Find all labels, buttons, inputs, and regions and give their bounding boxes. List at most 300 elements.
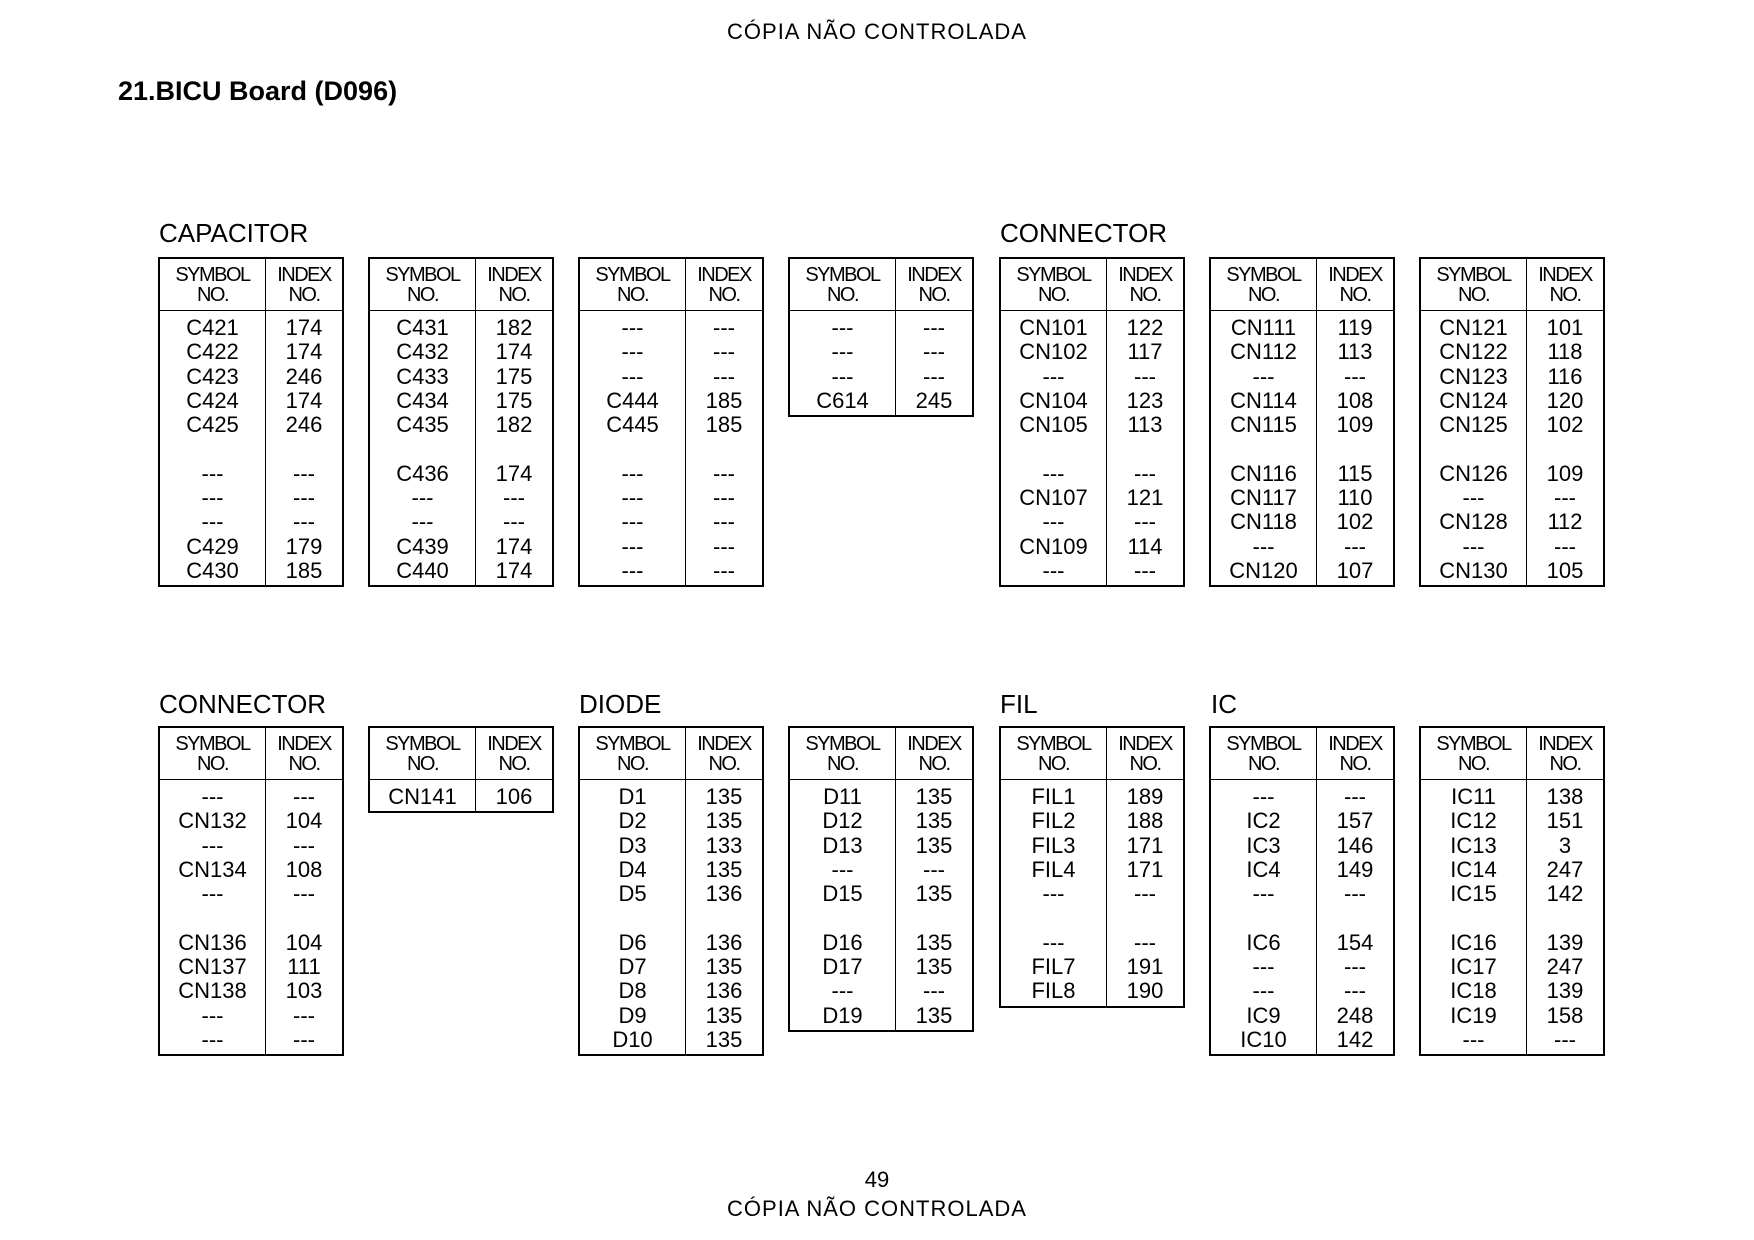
header-text: NO.	[616, 283, 649, 306]
index-cell: ---	[923, 339, 945, 365]
symbol-cell: CN102	[1019, 339, 1088, 365]
index-cell: 135	[915, 832, 953, 858]
symbol-no-header	[1211, 728, 1317, 779]
symbol-column	[370, 780, 476, 811]
symbol-cell: IC17	[1450, 954, 1497, 980]
symbol-cell: ---	[621, 315, 644, 340]
symbol-cell: CN109	[1019, 533, 1088, 559]
symbol-no-header	[790, 259, 896, 310]
index-cell: 135	[915, 929, 953, 955]
index-cell: 135	[915, 808, 953, 834]
symbol-cell: CN116	[1230, 460, 1297, 486]
index-cell: 175	[495, 363, 533, 389]
header-text: NO.	[1457, 752, 1490, 775]
index-cell: 133	[705, 832, 743, 858]
table-body	[1001, 780, 1183, 1006]
symbol-cell: ---	[831, 856, 854, 882]
index-cell: ---	[1134, 881, 1156, 907]
index-cell: ---	[1554, 485, 1576, 511]
header-text: SYMBOL	[1226, 732, 1301, 755]
symbol-cell: C422	[186, 339, 239, 365]
parts-table	[158, 257, 344, 587]
header-text: NO.	[1457, 283, 1490, 306]
index-cell: 116	[1547, 363, 1583, 389]
symbol-cell: CN126	[1439, 460, 1508, 486]
symbol-cell: ---	[201, 1026, 224, 1052]
symbol-cell: ---	[831, 315, 854, 340]
header-text: INDEX	[1538, 263, 1592, 286]
index-cell: 108	[285, 856, 323, 882]
symbol-cell: IC11	[1451, 784, 1496, 809]
index-cell: ---	[713, 557, 735, 583]
symbol-cell: CN136	[178, 929, 247, 955]
table-body	[160, 311, 342, 585]
index-cell: ---	[293, 485, 315, 511]
symbol-cell: IC3	[1246, 832, 1281, 858]
index-cell: 115	[1337, 460, 1373, 486]
symbol-cell: IC6	[1246, 929, 1281, 955]
symbol-no-header	[160, 728, 266, 779]
symbol-cell: C423	[186, 363, 239, 389]
header-text: NO.	[288, 752, 320, 775]
symbol-cell: C425	[186, 412, 239, 438]
symbol-cell: ---	[201, 832, 224, 858]
index-cell: 179	[285, 533, 323, 559]
symbol-cell: D12	[822, 808, 863, 834]
index-cell: 135	[705, 1002, 743, 1028]
index-cell: ---	[293, 460, 315, 486]
header-text: NO.	[708, 283, 740, 306]
symbol-cell: CN112	[1230, 339, 1297, 365]
index-no-header	[686, 728, 762, 779]
index-cell: 104	[285, 808, 323, 834]
index-cell: 120	[1546, 387, 1584, 413]
symbol-cell: IC16	[1450, 929, 1497, 955]
page-number: 49	[864, 1167, 890, 1192]
index-column	[476, 780, 552, 811]
index-cell: 136	[705, 978, 743, 1004]
symbol-cell: ---	[1042, 929, 1065, 955]
symbol-column	[1001, 780, 1107, 1006]
symbol-cell: ---	[1042, 363, 1065, 389]
parts-table	[1209, 726, 1395, 1056]
symbol-cell: ---	[1252, 881, 1275, 907]
index-cell: 174	[495, 339, 533, 365]
index-cell: ---	[293, 509, 315, 535]
symbol-cell: D11	[823, 784, 862, 809]
parts-table	[788, 257, 974, 417]
header-text: SYMBOL	[1226, 263, 1301, 286]
index-cell: 122	[1126, 315, 1164, 340]
index-no-header	[266, 259, 342, 310]
header-text: SYMBOL	[1436, 732, 1511, 755]
symbol-cell: ---	[1252, 954, 1275, 980]
index-cell: 191	[1126, 954, 1164, 980]
table-header	[1001, 728, 1183, 780]
index-cell: 174	[285, 339, 323, 365]
table-body	[370, 311, 552, 585]
index-column	[896, 311, 972, 415]
symbol-cell: ---	[1462, 533, 1485, 559]
table-header	[1421, 728, 1603, 780]
symbol-cell: ---	[621, 557, 644, 583]
symbol-cell: ---	[621, 533, 644, 559]
table-header	[1211, 728, 1393, 780]
symbol-cell: IC19	[1450, 1002, 1497, 1028]
symbol-cell: IC13	[1450, 832, 1497, 858]
symbol-cell: ---	[411, 509, 434, 535]
index-cell: 188	[1126, 808, 1164, 834]
index-cell: ---	[1344, 533, 1366, 559]
index-cell: 190	[1126, 978, 1164, 1004]
symbol-cell: D3	[618, 832, 647, 858]
index-cell: 139	[1546, 929, 1584, 955]
index-cell: 113	[1337, 339, 1373, 365]
index-cell: 108	[1336, 387, 1374, 413]
index-cell: 121	[1126, 485, 1164, 511]
index-cell: 136	[705, 929, 743, 955]
index-cell: 171	[1126, 832, 1164, 858]
parts-table	[999, 257, 1185, 587]
symbol-cell: FIL7	[1031, 954, 1076, 980]
index-cell: 245	[915, 387, 953, 413]
symbol-cell: C435	[396, 412, 449, 438]
index-cell: ---	[923, 978, 945, 1004]
header-text: INDEX	[907, 263, 961, 286]
parts-table	[578, 257, 764, 587]
header-banner: CÓPIA NÃO CONTROLADA	[727, 19, 1027, 44]
symbol-column	[580, 780, 686, 1054]
symbol-cell: D15	[822, 881, 863, 907]
index-no-header	[1107, 259, 1183, 310]
symbol-cell: C429	[186, 533, 239, 559]
index-cell: ---	[293, 832, 315, 858]
header-text: NO.	[616, 752, 649, 775]
index-column	[266, 780, 342, 1054]
symbol-column	[790, 780, 896, 1030]
index-cell: 185	[705, 412, 743, 438]
symbol-cell: IC12	[1450, 808, 1497, 834]
header-text: SYMBOL	[175, 263, 250, 286]
symbol-cell: IC9	[1246, 1002, 1281, 1028]
index-cell: ---	[713, 533, 735, 559]
index-cell: 174	[495, 460, 533, 486]
group-label-fil: FIL	[1000, 689, 1038, 719]
index-cell: ---	[1344, 881, 1366, 907]
index-cell: 154	[1336, 929, 1374, 955]
index-cell: ---	[293, 1002, 315, 1028]
header-text: NO.	[1247, 752, 1280, 775]
index-cell: 182	[495, 315, 533, 340]
parts-table	[158, 726, 344, 1056]
header-text: NO.	[1549, 283, 1581, 306]
symbol-cell: C614	[816, 387, 869, 413]
symbol-column	[1421, 311, 1527, 585]
index-cell: 135	[705, 808, 743, 834]
header-text: INDEX	[697, 263, 751, 286]
header-text: SYMBOL	[595, 732, 670, 755]
symbol-cell: ---	[201, 485, 224, 511]
symbol-cell: IC2	[1246, 808, 1281, 834]
index-cell: 175	[495, 387, 533, 413]
parts-table	[788, 726, 974, 1032]
index-no-header	[896, 259, 972, 310]
index-column	[1527, 780, 1603, 1054]
symbol-cell: IC18	[1450, 978, 1497, 1004]
index-cell: ---	[1554, 533, 1576, 559]
index-cell: 102	[1546, 412, 1584, 438]
symbol-cell: C433	[396, 363, 449, 389]
symbol-cell: ---	[1252, 533, 1275, 559]
table-header	[790, 728, 972, 780]
header-text: INDEX	[487, 732, 541, 755]
index-cell: ---	[503, 509, 525, 535]
index-cell: 112	[1547, 509, 1583, 535]
index-no-header	[1107, 728, 1183, 779]
symbol-cell: CN107	[1019, 485, 1088, 511]
index-cell: 247	[1546, 954, 1584, 980]
header-text: INDEX	[1328, 732, 1382, 755]
symbol-column	[1001, 311, 1107, 585]
symbol-cell: CN125	[1439, 412, 1508, 438]
table-body	[1211, 311, 1393, 585]
header-text: NO.	[1339, 283, 1371, 306]
table-body	[1421, 311, 1603, 585]
index-cell: ---	[713, 363, 735, 389]
parts-table	[1419, 257, 1605, 587]
symbol-cell: ---	[621, 460, 644, 486]
index-cell: 135	[705, 1026, 743, 1052]
header-text: NO.	[1247, 283, 1280, 306]
symbol-cell: C421	[186, 315, 239, 340]
symbol-cell: ---	[1042, 557, 1065, 583]
header-text: INDEX	[1328, 263, 1382, 286]
index-cell: 171	[1126, 856, 1164, 882]
header-text: SYMBOL	[805, 732, 880, 755]
header-text: NO.	[288, 283, 320, 306]
table-header	[160, 728, 342, 780]
index-cell: 182	[495, 412, 533, 438]
symbol-cell: IC4	[1246, 856, 1281, 882]
symbol-cell: ---	[1252, 978, 1275, 1004]
header-text: SYMBOL	[385, 263, 460, 286]
symbol-cell: CN120	[1229, 557, 1298, 583]
symbol-no-header	[1001, 728, 1107, 779]
symbol-cell: FIL8	[1031, 978, 1076, 1004]
symbol-cell: FIL4	[1031, 856, 1076, 882]
index-cell: 117	[1127, 339, 1163, 365]
symbol-cell: D4	[618, 856, 647, 882]
header-text: NO.	[826, 752, 859, 775]
symbol-cell: C431	[396, 315, 449, 340]
symbol-cell: C430	[186, 557, 239, 583]
index-cell: ---	[1134, 460, 1156, 486]
symbol-cell: ---	[1462, 485, 1485, 511]
index-cell: 142	[1546, 881, 1584, 907]
index-cell: ---	[503, 485, 525, 511]
index-no-header	[266, 728, 342, 779]
symbol-no-header	[580, 259, 686, 310]
index-cell: ---	[923, 315, 945, 340]
header-text: NO.	[406, 752, 439, 775]
symbol-cell: D5	[618, 881, 647, 907]
index-cell: ---	[1134, 509, 1156, 535]
symbol-cell: ---	[621, 509, 644, 535]
index-cell: 138	[1546, 784, 1584, 809]
symbol-cell: ---	[1252, 363, 1275, 389]
header-text: INDEX	[1538, 732, 1592, 755]
index-no-header	[1527, 259, 1603, 310]
symbol-column	[160, 311, 266, 585]
header-text: NO.	[918, 752, 950, 775]
header-text: SYMBOL	[1016, 732, 1091, 755]
index-cell: 157	[1336, 808, 1374, 834]
index-cell: 109	[1546, 460, 1584, 486]
header-text: INDEX	[1118, 732, 1172, 755]
header-text: NO.	[498, 752, 530, 775]
index-no-header	[896, 728, 972, 779]
symbol-cell: ---	[621, 485, 644, 511]
index-cell: 3	[1558, 832, 1572, 858]
symbol-cell: CN122	[1439, 339, 1508, 365]
symbol-cell: ---	[1042, 881, 1065, 907]
index-column	[1107, 780, 1183, 1006]
symbol-cell: CN121	[1439, 315, 1508, 340]
index-cell: ---	[1344, 784, 1366, 809]
index-cell: 105	[1546, 557, 1584, 583]
index-cell: 135	[915, 784, 953, 809]
index-cell: 185	[285, 557, 323, 583]
index-cell: 104	[285, 929, 323, 955]
index-cell: ---	[293, 881, 315, 907]
symbol-no-header	[1001, 259, 1107, 310]
index-cell: ---	[1344, 363, 1366, 389]
index-cell: ---	[1134, 557, 1156, 583]
header-text: SYMBOL	[805, 263, 880, 286]
index-cell: ---	[923, 363, 945, 389]
index-no-header	[476, 728, 552, 779]
symbol-cell: ---	[831, 363, 854, 389]
parts-table	[999, 726, 1185, 1008]
index-cell: 101	[1546, 315, 1584, 340]
symbol-cell: CN124	[1439, 387, 1508, 413]
index-cell: 118	[1547, 339, 1583, 365]
table-body	[580, 780, 762, 1054]
index-cell: 142	[1336, 1026, 1374, 1052]
index-cell: ---	[713, 485, 735, 511]
symbol-cell: CN104	[1019, 387, 1088, 413]
header-text: SYMBOL	[385, 732, 460, 755]
symbol-cell: C434	[396, 387, 449, 413]
symbol-cell: D1	[618, 784, 647, 809]
symbol-no-header	[370, 259, 476, 310]
symbol-column	[1211, 780, 1317, 1054]
index-no-header	[1527, 728, 1603, 779]
symbol-cell: ---	[1042, 460, 1065, 486]
symbol-cell: CN117	[1230, 485, 1297, 511]
table-header	[790, 259, 972, 311]
index-cell: 246	[285, 412, 323, 438]
symbol-cell: D7	[618, 954, 647, 980]
header-text: NO.	[1129, 752, 1161, 775]
header-text: INDEX	[277, 732, 331, 755]
index-cell: ---	[293, 1026, 315, 1052]
symbol-cell: CN132	[178, 808, 247, 834]
table-body	[790, 780, 972, 1030]
index-no-header	[476, 259, 552, 310]
table-header	[1421, 259, 1603, 311]
symbol-cell: ---	[831, 978, 854, 1004]
table-header	[580, 728, 762, 780]
symbol-cell: C436	[396, 460, 449, 486]
symbol-cell: CN134	[178, 856, 247, 882]
index-cell: 113	[1127, 412, 1163, 438]
symbol-cell: CN128	[1439, 509, 1508, 535]
index-cell: 135	[705, 784, 743, 809]
index-cell: 111	[287, 954, 321, 980]
index-cell: 174	[495, 557, 533, 583]
symbol-column	[1211, 311, 1317, 585]
header-text: NO.	[708, 752, 740, 775]
symbol-cell: IC10	[1240, 1026, 1287, 1052]
symbol-cell: ---	[1042, 509, 1065, 535]
index-no-header	[1317, 259, 1393, 310]
index-cell: 174	[285, 387, 323, 413]
index-cell: 158	[1546, 1002, 1584, 1028]
index-cell: 135	[705, 856, 743, 882]
table-header	[580, 259, 762, 311]
symbol-cell: CN111	[1230, 315, 1297, 340]
index-cell: 123	[1126, 387, 1164, 413]
symbol-cell: FIL1	[1031, 784, 1076, 809]
index-column	[1107, 311, 1183, 585]
symbol-column	[580, 311, 686, 585]
index-cell: ---	[713, 315, 735, 340]
index-cell: 248	[1336, 1002, 1374, 1028]
table-body	[370, 780, 552, 811]
symbol-cell: ---	[1252, 784, 1275, 809]
table-header	[370, 728, 552, 780]
symbol-cell: D6	[618, 929, 647, 955]
header-text: SYMBOL	[1016, 263, 1091, 286]
header-text: NO.	[1549, 752, 1581, 775]
index-cell: 185	[705, 387, 743, 413]
index-cell: 189	[1126, 784, 1164, 809]
group-label-connector: CONNECTOR	[1000, 218, 1168, 248]
index-column	[476, 311, 552, 585]
symbol-column	[370, 311, 476, 585]
symbol-cell: ---	[201, 460, 224, 486]
symbol-cell: C444	[606, 387, 659, 413]
parts-table	[368, 257, 554, 587]
header-text: NO.	[196, 283, 229, 306]
symbol-no-header	[1421, 259, 1527, 310]
table-header	[1001, 259, 1183, 311]
header-text: NO.	[1037, 752, 1070, 775]
symbol-cell: ---	[201, 881, 224, 907]
symbol-cell: IC14	[1450, 856, 1497, 882]
header-text: NO.	[1129, 283, 1161, 306]
group-label-connector: CONNECTOR	[159, 689, 327, 719]
symbol-cell: D9	[618, 1002, 647, 1028]
index-cell: 246	[285, 363, 323, 389]
symbol-cell: D10	[612, 1026, 653, 1052]
symbol-cell: C432	[396, 339, 449, 365]
index-cell: 149	[1336, 856, 1374, 882]
index-no-header	[1317, 728, 1393, 779]
symbol-cell: CN114	[1230, 387, 1297, 413]
table-body	[1421, 780, 1603, 1054]
